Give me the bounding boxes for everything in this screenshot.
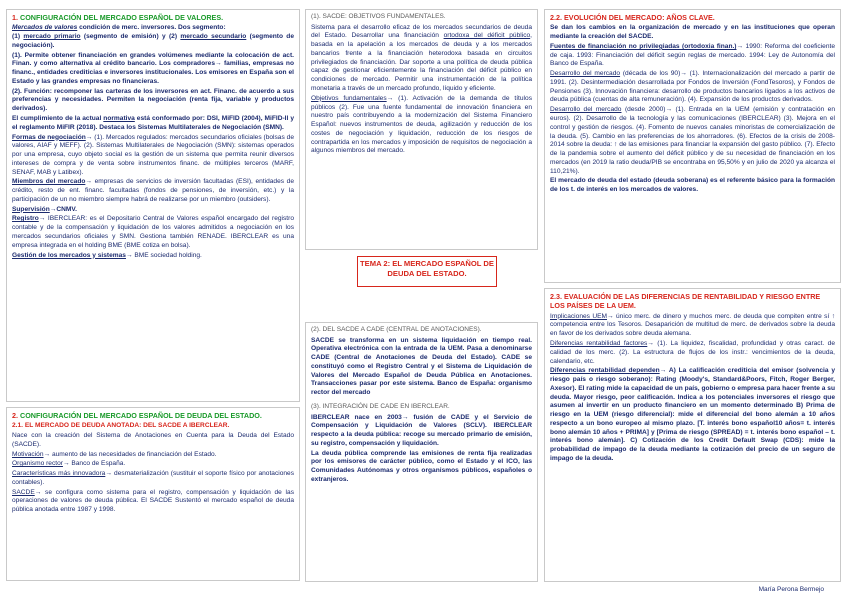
s21-q2: Motivación→ aumento de las necesidades de financiación del Estado. — [12, 450, 217, 458]
sacde-cade-iberclear-box — [305, 322, 538, 582]
s1-p6: Supervisión→CNMV. — [12, 205, 77, 213]
section-1-title: CONFIGURACIÓN DEL MERCADO ESPAÑOL DE VALORES. — [20, 13, 224, 22]
s23-p2: Diferencias rentabilidad factores→ (1). La liquidez, fiscalidad, profundidad y otras caract. de calidad de los merc. (2). La estructura de flujos de los instr.: vencimientos de la deuda, calendario, etc. — [550, 340, 835, 365]
s22-p5: El mercado de deuda del estado (deuda soberana) es el referente básico para la formación de los t. de interés en los mercados de valores. — [550, 177, 835, 194]
sacde-p1: Sistema para el desarrollo eficaz de los mercados secundarios de deuda del Estado. Desarrollar una financiación ortodoxa del déficit público, basada en la apelación a los mercados de deuda y a los mercados bancarios frente a la financiación heterodoxa basada en circuitos privilegiados de financiación. Dar soporte a una política de deuda pública capaz de gestionar eficientemente la financiación del déficit público en condiciones de mercado. Permitir una instrumentación de la política monetaria a través de un mercado profundo, líquido y eficiente. — [311, 23, 533, 92]
section-2-1-title: 2.1. EL MERCADO DE DEUDA ANOTADA: DEL SACDE A IBERCLEAR. — [12, 422, 230, 430]
s21-q4: Características más innovadora→ desmaterialización (sustituir el soporte físico por anotaciones contables). — [12, 470, 294, 486]
s22-p3: Desarrollo del mercado (década de los 90)→ (1). Internacionalización del mercado a partir de 1991. (2). Desintermediación desarrollada por Fondos de Inversión (FondTesoros), y Fondos de Pensiones (3). Innovación financiera: desarrollo de productos bancarios ligados a los activos de deuda pública (cuentas de alta remuneración). (4). Expansión de los productos derivados. — [550, 70, 835, 104]
s1-p7: Registro→ IBERCLEAR: es el Depositario Central de Valores español encargado del registro contable y de la compensación y liquidación de los valores admitidos a negociación en los mercados secundarios oficiales y SMN. Gestiona también RENADE. IBERCLEAR es una empresa integrada en el holding BME (BME cotiza en bolsa). — [12, 215, 294, 249]
section-1-box — [6, 9, 300, 402]
s22-p2: Fuentes de financiación no privilegiadas (ortodoxia finan.)→ 1990: Reforma del coeficiente de caja. 1993: Financiación del déficit según reglas de mercado. 1994: Ley de Autonomía del Banco de España. — [550, 42, 835, 68]
s1-p2: (2). Función: recomponer las carteras de los inversores en act. Financ. de acuerdo a sus preferencias y necesidades. Permiten la negociación (renta fija, variable y productos derivados). — [12, 87, 294, 113]
sacde-cade-p1: SACDE se transforma en un sistema liquidación en tiempo real. Operativa electrónica con la entrada de la UEM. Pasa a denominarse CADE (Central de Anotaciones de Deuda del Estado). CADE se constituyó como el Registro Central y el Sistema de Liquidación de Valores del Mercado Español de Deuda Pública en Anotaciones. Transacciones pasar por este sistema. Banco de España: organismo rector del mercado — [311, 336, 532, 397]
section-2-heading — [12, 411, 294, 420]
s1-p5: Miembros del mercado→ empresas de servicios de inversión facultadas (ESI), entidades de crédito, resto de ent. financ. facultadas (fondos de pensiones, de inversión, etc.) y la participación de un no miembro siempre habrá de realizarse por un miembro (outsiders). — [12, 178, 294, 203]
section-2-2-title: 2.2. EVOLUCIÓN DEL MERCADO: AÑOS CLAVE. — [550, 13, 715, 22]
sacde-p2: Objetivos fundamentales→ (1). Activación de la demanda de títulos públicos (2). Fue una fuente fundamental de innovación financiera en nuestro país contribuyendo a la modernización del Sistema Financiero Español: nuevos instrumentos de deuda, agilización y reducción de los costes de negociación y liquidación, reducción de los riesgos de contrapartida en los mercados y imposición de requisitos de negociación a algunos miembros del mercado. — [311, 94, 532, 155]
sacde-objectives-box — [305, 9, 538, 250]
sacde-cade-title: (2). DEL SACDE A CADE (CENTRAL DE ANOTACIONES). — [311, 326, 482, 333]
section-2-3-title: 2.3. EVALUACIÓN DE LAS DIFERENCIAS DE RENTABILIDAD Y RIESGO ENTRE LOS PAÍSES DE LA UEM. — [550, 292, 821, 311]
s1-intro: Mercados de valores condición de merc. inversores. Dos segmento: (1) mercado primario (segmento de emisión) y (2) mercado secundario (segmento de negociación). — [12, 24, 294, 49]
tema-title-line-2: DEUDA DEL ESTADO. — [387, 269, 467, 279]
section-2-3-box — [544, 288, 841, 582]
iberclear-p2: La deuda pública comprende las emisiones de renta fija realizadas por los emisores de carácter público, como el Estado y el ICO, las Comunidades Autónomas y otros organismos públicos, españoles o extranjeros. — [311, 449, 532, 483]
s22-p4: Desarrollo del mercado (desde 2000)→ (1). Entrada en la UEM (emisión y contratación en euros). (2). Desarrollo de la tecnología y las comunicaciones (IBERCLEAR) (3). Mejora en el control y gestión de riesgos. (4). Fomento de nuevos canales minoristas de comercialización de la deuda. (5). Cambio en las preferencias de los ahorradores. (6). Efectos de la crisis de 2008-2014 sobre la deuda: ↑ de las emisiones para financiar la expansión del gasto público. (7). Efecto de la pandemia sobre el aumento del déficit público y de su necesidad de financiación en los mercados (en 2019 la ratio deuda/PIB se encontraba en 95,50% y en julio de 2020 ya alcanza el 110,21%). — [550, 106, 836, 175]
iberclear-title: (3). INTEGRACIÓN DE CADE EN IBERCLEAR. — [311, 403, 450, 410]
s1-p4: Formas de negociación→ (1). Mercados regulados: mercados secundarios oficiales (bolsas de valores, AIAF y MEFF). (2). Sistemas Multilaterales de Negociación (SMN): sistemas operados por una empresa, cuyo objeto social es la gestión de un sistema que permita reunir diversos intereses de compra y de venta sobre instrumentos financ. de múltiples terceros (MARF, SENAF, MAB y Latibex). — [12, 133, 294, 176]
sacde-objectives-title: (1). SACDE: OBJETIVOS FUNDAMENTALES. — [311, 13, 446, 20]
tema-title-line-1: TEMA 2: EL MERCADO ESPAÑOL DE — [360, 259, 494, 268]
s1-p3: El cumplimiento de la actual normativa está conformado por: DSI, MiFID (2004), MiFID-II y el reglamento MiFIR (2018). Destaca los Sistemas Multilaterales de Negociación (SMN). — [12, 115, 294, 131]
section-2-number: 2. — [12, 411, 18, 420]
section-2-title: CONFIGURACIÓN DEL MERCADO ESPAÑOL DE DEUDA DEL ESTADO. — [20, 411, 262, 420]
s1-p8: Gestión de los mercados y sistemas→ BME sociedad holding. — [12, 251, 202, 259]
s21-q3: Organismo rector→ Banco de España. — [12, 460, 126, 468]
s23-p3: Diferencias rentabilidad dependen→ A) La calificación crediticia del emisor (solvencia y riesgo país o riesgo soberano): Rating (Moody's, Standard&Poors, Fitch, Roger Berger, Axesor). El rating mide la capacidad de un país, gobierno o empresa para hacer frente a su deuda. Mayor riesgo, peor calificación. Indica a los potenciales inversores el riesgo que asumen al invertir en un producto financiero en un momento determinado B) Prima de riesgo en la UEM (riesgo diferencial): mide el diferencial del bono alemán a 10 años respecto a un bono europeo al mismo plazo. [T. interés bono español10 años= t. interés bono alemán 10 años + PRIMA] y [Prima de riesgo (SPREAD) = t. interés bono español – t. interés bono alemán]. C) Cotización de los Credit Default Swap (CDS): mide la probabilidad de impago de la deuda mediante la cotización del precio de un seguro de impago de la deuda. — [550, 367, 836, 462]
author-name: María Perona Bermejo — [758, 586, 824, 593]
s22-p1: Se dan los cambios en la organización de mercado y en las instituciones que operan mediante la creación del SACDE. — [550, 24, 835, 41]
iberclear-p1: IBERCLEAR nace en 2003→ fusión de CADE y el Servicio de Compensación y Liquidación de Valores (SCLV). IBERCLEAR respecto a la deuda pública: recoge su mercado primario de emisión, su registro, compensación y liquidación. — [311, 413, 532, 447]
section-1-number: 1. — [12, 13, 18, 22]
s23-p1: Implicaciones UEM→ único merc. de dinero y muchos merc. de deuda que compiten entre sí ↑ competencia entre los Tesoros. Desaparición de multitud de merc. de derivados sobre la deuda en favor de los derivados sobre deuda alemana. — [550, 312, 835, 338]
s21-q1: Nace con la creación del Sistema de Anotaciones en Cuenta para la Deuda del Estado (SACDE). — [12, 432, 294, 448]
s1-p1: (1). Permite obtener financiación en grandes volúmenes mediante la colocación de act. Finan. y como alternativa al crédito bancario. Los compradores→ familias, empresas no financ., entidades crediticias e inversores institucionales. Los emisores en España son el Estado y las grandes empresas no financieras. — [12, 51, 294, 85]
section-2-box — [6, 407, 300, 581]
tema-title — [357, 256, 497, 287]
section-1-heading — [12, 13, 294, 22]
s21-q5: SACDE→ se configura como sistema para el registro, compensación y liquidación de las operaciones de valores de deuda pública. El SACDE Sustentó el mercado español de deuda pública anotada entre 1987 y 1998. — [12, 488, 294, 514]
section-2-2-box — [544, 9, 841, 283]
